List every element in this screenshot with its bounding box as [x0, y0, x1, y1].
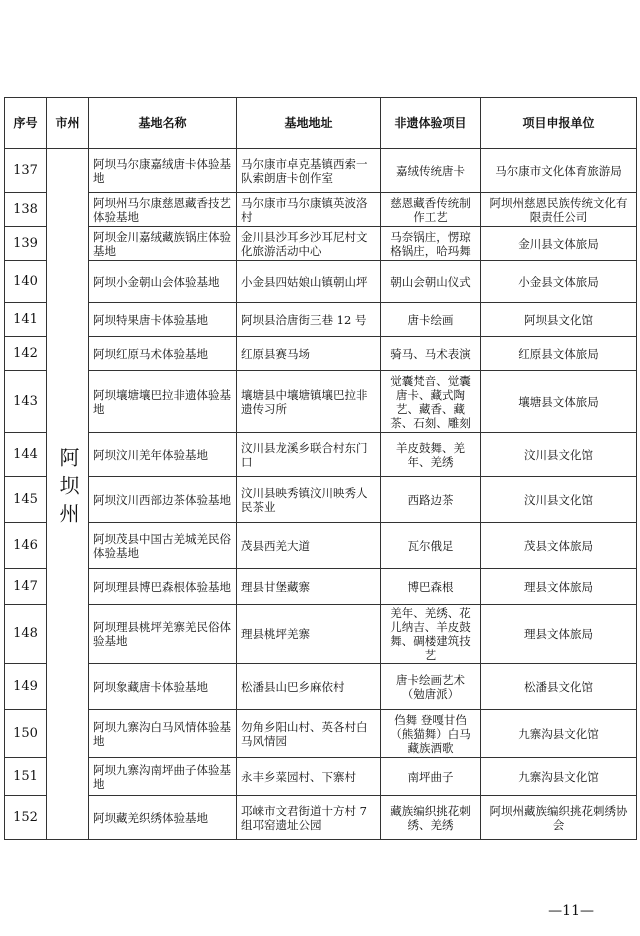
- city-cell: [47, 149, 89, 840]
- base-name: 阿坝金川嘉绒藏族锅庄体验基地: [89, 227, 237, 261]
- base-address: 松潘县山巴乡麻依村: [237, 664, 381, 710]
- table-row: [5, 710, 637, 758]
- table-row: [5, 371, 637, 433]
- base-name: 阿坝象藏唐卡体验基地: [89, 664, 237, 710]
- applicant-unit: 阿坝州慈恩民族传统文化有限责任公司: [481, 193, 637, 227]
- table-row: [5, 193, 637, 227]
- base-name: 阿坝藏羌织绣体验基地: [89, 796, 237, 840]
- base-name: 阿坝汶川羌年体验基地: [89, 433, 237, 477]
- heritage-project: 骑马、马术表演: [381, 337, 481, 371]
- base-address: 金川县沙耳乡沙耳尼村文化旅游活动中心: [237, 227, 381, 261]
- heritage-project: 㑇舞 登嘎甘㑇（熊猫舞）白马藏族酒歌: [381, 710, 481, 758]
- applicant-unit: 九寨沟县文化馆: [481, 758, 637, 796]
- heritage-project: 西路边茶: [381, 477, 481, 523]
- header-index: 序号: [5, 98, 47, 149]
- table-row: [5, 303, 637, 337]
- applicant-unit: 汶川县文化馆: [481, 433, 637, 477]
- base-name: 阿坝小金朝山会体验基地: [89, 261, 237, 303]
- base-name: 阿坝茂县中国古羌城羌民俗体验基地: [89, 523, 237, 569]
- table-row: [5, 149, 637, 193]
- table-row: [5, 796, 637, 840]
- header-project: 非遗体验项目: [381, 98, 481, 149]
- row-number: 145: [5, 477, 47, 523]
- table-row: [5, 523, 637, 569]
- table-row: [5, 569, 637, 605]
- base-address: 马尔康市马尔康镇英波洛村: [237, 193, 381, 227]
- row-number: 141: [5, 303, 47, 337]
- base-name: 阿坝壤塘壤巴拉非遗体验基地: [89, 371, 237, 433]
- heritage-project: 唐卡绘画艺术（勉唐派）: [381, 664, 481, 710]
- base-address: 茂县西羌大道: [237, 523, 381, 569]
- heritage-project: 羊皮鼓舞、羌年、羌绣: [381, 433, 481, 477]
- row-number: 147: [5, 569, 47, 605]
- applicant-unit: 汶川县文化馆: [481, 477, 637, 523]
- row-number: 142: [5, 337, 47, 371]
- base-name: 阿坝理县博巴森根体验基地: [89, 569, 237, 605]
- city-name: 阿坝州: [56, 447, 80, 531]
- applicant-unit: 茂县文体旅局: [481, 523, 637, 569]
- applicant-unit: 壤塘县文体旅局: [481, 371, 637, 433]
- applicant-unit: 松潘县文化馆: [481, 664, 637, 710]
- table-row: [5, 337, 637, 371]
- header-address: 基地地址: [237, 98, 381, 149]
- base-name: 阿坝九寨沟白马风情体验基地: [89, 710, 237, 758]
- base-address: 永丰乡菜园村、下寨村: [237, 758, 381, 796]
- table-header-row: [5, 98, 637, 149]
- applicant-unit: 小金县文体旅局: [481, 261, 637, 303]
- header-city: 市州: [47, 98, 89, 149]
- base-address: 理县桃坪羌寨: [237, 605, 381, 664]
- heritage-project: 瓦尔俄足: [381, 523, 481, 569]
- row-number: 149: [5, 664, 47, 710]
- heritage-project: 嘉绒传统唐卡: [381, 149, 481, 193]
- row-number: 151: [5, 758, 47, 796]
- applicant-unit: 马尔康市文化体育旅游局: [481, 149, 637, 193]
- applicant-unit: 阿坝州藏族编织挑花刺绣协会: [481, 796, 637, 840]
- applicant-unit: 理县文体旅局: [481, 569, 637, 605]
- base-address: 勿角乡阳山村、英各村白马风情园: [237, 710, 381, 758]
- base-address: 壤塘县中壤塘镇壤巴拉非遗传习所: [237, 371, 381, 433]
- base-name: 阿坝州马尔康慈恩藏香技艺体验基地: [89, 193, 237, 227]
- table-row: [5, 227, 637, 261]
- row-number: 138: [5, 193, 47, 227]
- heritage-project: 朝山会朝山仪式: [381, 261, 481, 303]
- table-row: [5, 758, 637, 796]
- row-number: 152: [5, 796, 47, 840]
- table-row: [5, 477, 637, 523]
- heritage-project: 觉囊梵音、觉囊唐卡、藏式陶艺、藏香、藏茶、石刻、雕刻: [381, 371, 481, 433]
- table-row: [5, 605, 637, 664]
- applicant-unit: 九寨沟县文化馆: [481, 710, 637, 758]
- base-address: 红原县赛马场: [237, 337, 381, 371]
- base-address: 汶川县龙溪乡联合村东门口: [237, 433, 381, 477]
- base-name: 阿坝特果唐卡体验基地: [89, 303, 237, 337]
- heritage-project: 马奈锅庄，愣琼格锅庄，哈玛舞: [381, 227, 481, 261]
- row-number: 144: [5, 433, 47, 477]
- applicant-unit: 红原县文体旅局: [481, 337, 637, 371]
- applicant-unit: 阿坝县文化馆: [481, 303, 637, 337]
- heritage-project: 博巴森根: [381, 569, 481, 605]
- heritage-project: 慈恩藏香传统制作工艺: [381, 193, 481, 227]
- applicant-unit: 金川县文体旅局: [481, 227, 637, 261]
- heritage-project: 藏族编织挑花刺绣、羌绣: [381, 796, 481, 840]
- row-number: 148: [5, 605, 47, 664]
- row-number: 150: [5, 710, 47, 758]
- row-number: 143: [5, 371, 47, 433]
- heritage-project: 羌年、羌绣、花儿纳吉、羊皮鼓舞、碉楼建筑技艺: [381, 605, 481, 664]
- row-number: 137: [5, 149, 47, 193]
- base-name: 阿坝九寨沟南坪曲子体验基地: [89, 758, 237, 796]
- base-address: 汶川县映秀镇汶川映秀人民茶业: [237, 477, 381, 523]
- base-address: 阿坝县洽唐街三巷 12 号: [237, 303, 381, 337]
- row-number: 140: [5, 261, 47, 303]
- base-name: 阿坝马尔康嘉绒唐卡体验基地: [89, 149, 237, 193]
- header-name: 基地名称: [89, 98, 237, 149]
- base-address: 小金县四姑娘山镇朝山坪: [237, 261, 381, 303]
- table-row: [5, 664, 637, 710]
- header-unit: 项目申报单位: [481, 98, 637, 149]
- base-name: 阿坝红原马术体验基地: [89, 337, 237, 371]
- table-row: [5, 433, 637, 477]
- base-name: 阿坝理县桃坪羌寨羌民俗体验基地: [89, 605, 237, 664]
- base-address: 理县甘堡藏寨: [237, 569, 381, 605]
- page-number: —11—: [548, 903, 594, 919]
- table-row: [5, 261, 637, 303]
- base-address: 邛崃市文君街道十方村 7 组邛窑遗址公园: [237, 796, 381, 840]
- base-name: 阿坝汶川西部边茶体验基地: [89, 477, 237, 523]
- row-number: 139: [5, 227, 47, 261]
- row-number: 146: [5, 523, 47, 569]
- base-address: 马尔康市卓克基镇西索一队索朗唐卡创作室: [237, 149, 381, 193]
- applicant-unit: 理县文体旅局: [481, 605, 637, 664]
- heritage-base-table: [4, 97, 637, 840]
- heritage-project: 唐卡绘画: [381, 303, 481, 337]
- heritage-project: 南坪曲子: [381, 758, 481, 796]
